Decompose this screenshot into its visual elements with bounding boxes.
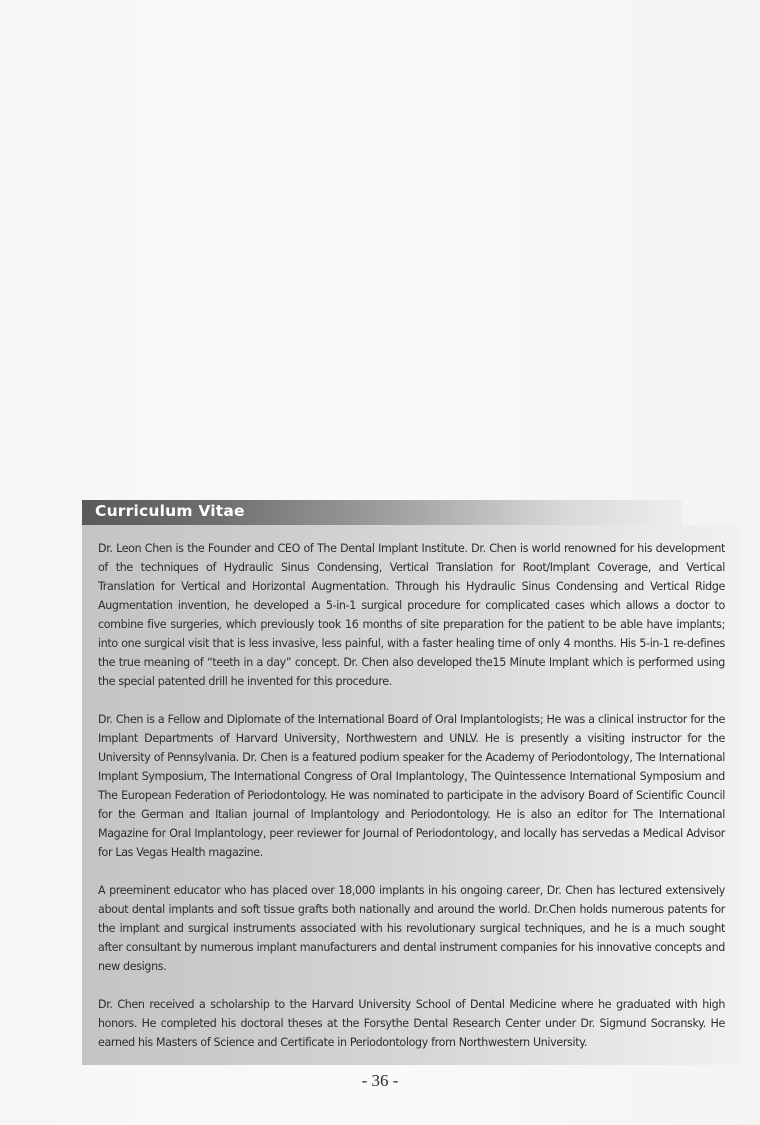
- section-title: Curriculum Vitae: [95, 502, 245, 520]
- section-header-bar: [82, 500, 682, 525]
- paragraph-education: Dr. Chen received a scholarship to the Harvard University School of Dental Medicine where he graduated with high honors. He completed his doctoral theses at the Forsythe Dental Research Center under Dr. Sigmund Socransky. He earned his Masters of Science and Certificate in Periodontology from Northwestern University.: [98, 998, 725, 1049]
- paragraph-educator: A preeminent educator who has placed over 18,000 implants in his ongoing career, Dr. Chen has lectured extensively about dental implants and soft tissue grafts both nationally and around the world. Dr.Chen holds numerous patents for the implant and surgical instruments associated with his revolutionary surgical techniques, and he is a much sought after consultant by numerous implant manufacturers and dental instrument companies for his innovative concepts and new designs.: [98, 884, 725, 973]
- biography-box: [82, 525, 740, 1065]
- paragraph-founder: Dr. Leon Chen is the Founder and CEO of The Dental Implant Institute. Dr. Chen is world renowned for his development of the techniques of Hydraulic Sinus Condensing, Vertical Translation for Root/Implant Coverage, and Vertical Translation for Vertical and Horizontal Augmentation. Through his Hydraulic Sinus Condensing and Vertical Ridge Augmentation invention, he developed a 5-in-1 surgical procedure for complicated cases which allows a doctor to combine five surgeries, which previously took 16 months of site preparation for the patient to be able have implants; into one surgical visit that is less invasive, less painful, with a faster healing time of only 4 months. His 5-in-1 re-defines the true meaning of “teeth in a day” concept. Dr. Chen also developed the15 Minute Implant which is performed using the special patented drill he invented for this procedure.: [98, 542, 725, 688]
- page-number: - 36 -: [361, 1071, 399, 1090]
- paragraph-fellowship: Dr. Chen is a Fellow and Diplomate of the International Board of Oral Implantologists; He was a clinical instructor for the Implant Departments of Harvard University, Northwestern and UNLV. He is presently a visiting instructor for the University of Pennsylvania. Dr. Chen is a featured podium speaker for the Academy of Periodontology, The International Implant Symposium, The International Congress of Oral Implantology, The Quintessence International Symposium and The European Federation of Periodontology. He was nominated to participate in the advisory Board of Scientific Council for the German and Italian journal of Implantology and Periodontology. He is also an editor for The International Magazine for Oral Implantology, peer reviewer for Journal of Periodontology, and locally has servedas a Medical Advisor for Las Vegas Health magazine.: [98, 713, 725, 859]
- biography-text: [98, 539, 725, 1071]
